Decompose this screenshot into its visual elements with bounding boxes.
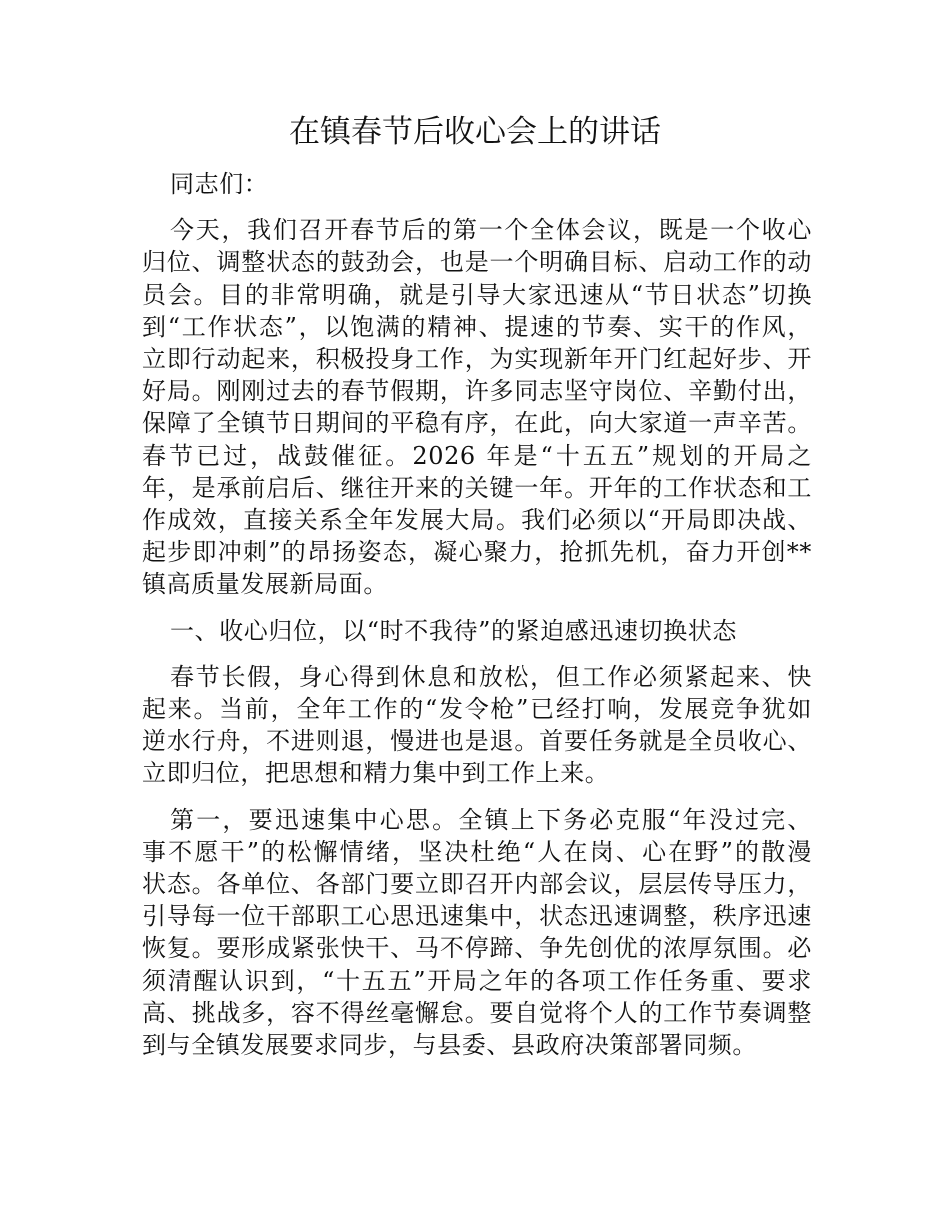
text-line: 状态。各单位、各部门要立即召开内部会议，层层传导压力， (142, 870, 812, 899)
text-line: 须清醒认识到，“十五五”开局之年的各项工作任务重、要求 (142, 966, 812, 995)
text-line: 春节已过，战鼓催征。2026 年是“十五五”规划的开局之 (142, 441, 812, 470)
text-line: 作成效，直接关系全年发展大局。我们必须以“开局即决战、 (142, 506, 812, 535)
text-line: 员会。目的非常明确，就是引导大家迅速从“节日状态”切换 (142, 280, 812, 309)
text-line: 年，是承前启后、继往开来的关键一年。开年的工作状态和工 (142, 473, 812, 502)
document-title: 在镇春节后收心会上的讲话 (289, 114, 661, 150)
text-line: 归位、调整状态的鼓劲会，也是一个明确目标、启动工作的动 (142, 248, 812, 277)
text-line: 镇高质量发展新局面。 (142, 570, 388, 599)
text-line: 今天，我们召开春节后的第一个全体会议，既是一个收心 (170, 216, 812, 245)
text-line: 起步即冲刺”的昂扬姿态，凝心聚力，抢抓先机，奋力开创** (142, 538, 812, 567)
text-line: 高、挑战多，容不得丝毫懈怠。要自觉将个人的工作节奏调整 (142, 998, 812, 1027)
text-line: 好局。刚刚过去的春节假期，许多同志坚守岗位、辛勤付出， (142, 377, 812, 406)
text-line: 到与全镇发展要求同步，与县委、县政府决策部署同频。 (142, 1031, 757, 1060)
text-line: 第一，要迅速集中心思。全镇上下务必克服“年没过完、 (170, 805, 812, 834)
document-body (142, 168, 812, 1075)
text-line: 到“工作状态”，以饱满的精神、提速的节奏、实干的作风， (142, 312, 812, 341)
text-line: 事不愿干”的松懈情绪，坚决杜绝“人在岗、心在野”的散漫 (142, 837, 812, 866)
intro-paragraph (142, 214, 812, 600)
text-line: 引导每一位干部职工心思迅速集中，状态迅速调整，秩序迅速 (142, 902, 812, 931)
salutation: 同志们： (170, 170, 269, 198)
text-line: 春节长假，身心得到休息和放松，但工作必须紧起来、快 (170, 662, 812, 691)
text-line: 立即归位，把思想和精力集中到工作上来。 (142, 759, 610, 788)
text-line: 立即行动起来，积极投身工作，为实现新年开门红起好步、开 (142, 345, 812, 374)
text-line: 起来。当前，全年工作的“发令枪”已经打响，发展竞争犹如 (142, 695, 812, 724)
text-line: 逆水行舟，不进则退，慢进也是退。首要任务就是全员收心、 (142, 727, 812, 756)
text-line: 保障了全镇节日期间的平稳有序，在此，向大家道一声辛苦。 (142, 409, 812, 438)
section-paragraph (142, 661, 812, 790)
section-heading: 一、收心归位，以“时不我待”的紧迫感迅速切换状态 (170, 616, 737, 645)
text-line: 恢复。要形成紧张快干、马不停蹄、争先创优的浓厚氛围。必 (142, 934, 812, 963)
section-paragraph (142, 804, 812, 1062)
